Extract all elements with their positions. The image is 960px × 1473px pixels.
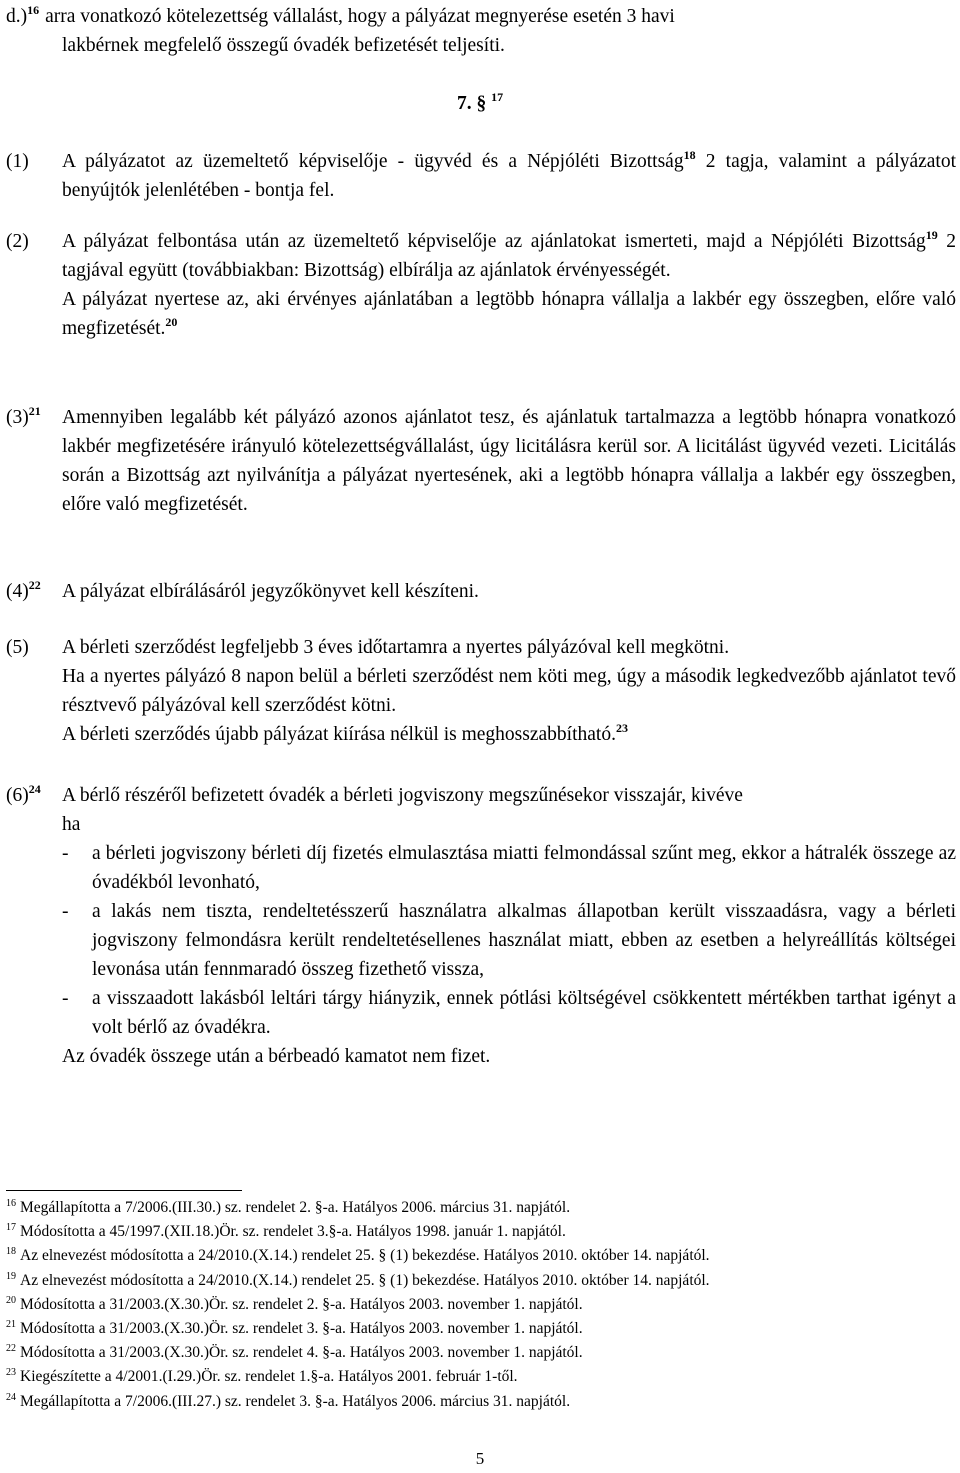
footnote-ref: 18 (683, 148, 696, 162)
paragraph-text: A pályázat elbírálásáról jegyzőkönyvet kell készíteni. (62, 581, 479, 602)
section-symbol: § (476, 93, 487, 114)
paragraph-text: A bérleti szerződés újabb pályázat kiírása nélkül is meghosszabbítható. (62, 724, 616, 745)
footnote-ref: 16 (27, 3, 40, 17)
footnote-ref: 19 (925, 228, 938, 242)
paragraph-1 (0, 147, 960, 205)
item-d-label: d.) (6, 6, 28, 27)
footnote: $^{21}$ Módosította a 31/2003.(X.30.)Ör. sz. rendelet 3. §-a. Hatályos 2003. november 1. napjától. (6, 1319, 583, 1338)
footnote-separator (6, 1190, 242, 1191)
paragraph-label: (5) (6, 637, 29, 658)
footnote: $^{19}$ Az elnevezést módosította a 24/2010.(X.14.) rendelet 25. § (1) bekezdése. Hatályos 2010. október 14. napjától. (6, 1270, 710, 1289)
paragraph-label: (6) (6, 785, 29, 806)
paragraph-label: (1) (6, 151, 29, 172)
paragraph-text: Ha a nyertes pályázó 8 napon belül a bérleti szerződést nem köti meg, úgy a második legkedvezőbb ajánlatot tevő résztvevő pályázóval kell szerződést kötni. (62, 666, 956, 716)
item-d-line1: arra vonatkozó kötelezettség vállalást, hogy a pályázat megnyerése esetén 3 havi (45, 6, 675, 27)
paragraph-text: A pályázatot az üzemeltető képviselője - ügyvéd és a Népjóléti Bizottság (62, 151, 684, 172)
footnote: $^{16}$ Megállapította a 7/2006.(III.30.) sz. rendelet 2. §-a. Hatályos 2006. március 31. napjától. (6, 1198, 571, 1216)
footnote: $^{22}$ Módosította a 31/2003.(X.30.)Ör. sz. rendelet 4. §-a. Hatályos 2003. november 1. napjától. (6, 1343, 583, 1362)
footnote-ref: 24 (28, 782, 41, 796)
paragraph-text: 2 tagja, valamint a pályázatot benyújtók jelenlétében - bontja fel. (62, 151, 956, 201)
list-item: - a visszaadott lakásból leltári tárgy hiányzik, ennek pótlási költségével csökkentett mértékben tarthat igényt a volt bérlő az óvadékra. (62, 988, 956, 1038)
footnote: $^{24}$ Megállapította a 7/2006.(III.27.) sz. rendelet 3. §-a. Hatályos 2006. március 31. napjától. (6, 1391, 571, 1410)
footnotes (6, 1196, 956, 1414)
dash-list (0, 839, 956, 1042)
paragraph-text: A bérlő részéről befizetett óvadék a bérleti jogviszony megszűnésekor visszajár, kivéve (62, 785, 743, 806)
footnote-ref: 20 (165, 315, 178, 329)
paragraph-text: Az óvadék összege után a bérbeadó kamatot nem fizet. (62, 1046, 491, 1067)
paragraph-text: A bérleti szerződést legfeljebb 3 éves időtartamra a nyertes pályázóval kell megkötni. (62, 637, 730, 658)
list-item: - a lakás nem tiszta, rendeltetésszerű használatra alkalmas állapotban került visszaadásra, vagy a bérleti jogviszony felmondásra került rendeltetésellenes használat miatt, ebben az esetben a helyreállítás költségei levonása után fennmaradó összeg fizethető vissza, (62, 901, 956, 980)
footnote-ref: 21 (28, 404, 41, 418)
paragraph-text: Amennyiben legalább két pályázó azonos ajánlatot tesz, és ajánlatuk tartalmazza a legtöbb hónapra vonatkozó lakbér megfizetésére irányuló kötelezettségvállalást, úgy licitálásra kerül sor. A licitálást ügyvéd vezeti. Licitálás során a Bizottság azt nyilvánítja a pályázat nyertesének, aki a legtöbb hónapra vállalja a lakbér egy összegben, előre való megfizetését. (62, 407, 956, 515)
section-number: 7. (456, 93, 472, 114)
section-heading (0, 89, 960, 118)
page-number: 5 (475, 1449, 485, 1468)
paragraph-6 (0, 781, 960, 1071)
paragraph-5 (0, 633, 960, 749)
paragraph-text: A pályázat felbontása után az üzemeltető képviselője az ajánlatokat ismerteti, majd a Népjóléti Bizottság (62, 231, 926, 252)
paragraph-label: (4) (6, 581, 29, 602)
paragraph-label: (3) (6, 407, 29, 428)
footnote: $^{23}$ Kiegészítette a 4/2001.(I.29.)Ör. sz. rendelet 1.§-a. Hatályos 2001. február 1-től. (6, 1367, 518, 1386)
paragraph-2 (0, 227, 960, 343)
paragraph-text: A pályázat nyertese az, aki érvényes ajánlatában a legtöbb hónapra vállalja a lakbér egy összegben, előre való megfizetését. (62, 289, 956, 339)
paragraph-text: ha (62, 814, 81, 835)
footnote-ref: 17 (491, 90, 504, 104)
paragraph-4 (0, 577, 960, 606)
list-item: - a bérleti jogviszony bérleti díj fizetés elmulasztása miatti felmondással szűnt meg, ekkor a hátralék összege az óvadékból levonható, (62, 843, 956, 893)
footnote-ref: 22 (28, 578, 41, 592)
item-d (0, 2, 960, 60)
paragraph-text: 2 tagjával együtt (továbbiakban: Bizottság) elbírálja az ajánlatok érvényességét. (62, 231, 957, 281)
item-d-line2: lakbérnek megfelelő összegű óvadék befizetését teljesíti. (62, 35, 505, 56)
footnote: $^{20}$ Módosította a 31/2003.(X.30.)Ör. sz. rendelet 2. §-a. Hatályos 2003. november 1. napjától. (6, 1294, 583, 1313)
footnote-ref: 23 (615, 721, 628, 735)
footnote: $^{17}$ Módosította a 45/1997.(XII.18.)Ör. sz. rendelet 3.§-a. Hatályos 1998. január 1. napjától. (6, 1222, 566, 1241)
paragraph-label: (2) (6, 231, 29, 252)
paragraph-3 (0, 403, 960, 519)
footnote: $^{18}$ Az elnevezést módosította a 24/2010.(X.14.) rendelet 25. § (1) bekezdése. Hatályos 2010. október 14. napjától. (6, 1246, 710, 1265)
